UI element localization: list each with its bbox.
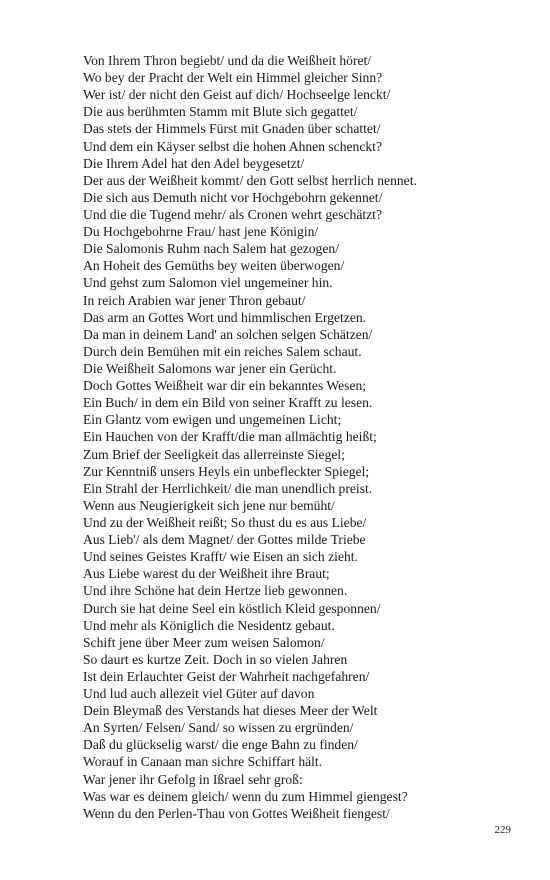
poem-line: An Syrten/ Felsen/ Sand/ so wissen zu ergründen/ (83, 720, 354, 736)
poem-line: Die Ihrem Adel hat den Adel beygesetzt/ (83, 155, 305, 171)
poem-line: Zur Kenntniß unsers Heyls ein unbefleckter Spiegel; (83, 463, 370, 479)
page-number: 229 (494, 824, 511, 836)
poem-line: Das stets der Himmels Fürst mit Gnaden über schattet/ (83, 121, 381, 137)
poem-line: Und ihre Schöne hat dein Hertze lieb gewonnen. (83, 583, 348, 599)
poem-line: Der aus der Weißheit kommt/ den Gott selbst herrlich nennet. (83, 172, 417, 188)
poem-line: Und dem ein Käyser selbst die hohen Ahnen schenckt? (83, 138, 382, 154)
poem-line: In reich Arabien war jener Thron gebaut/ (83, 292, 306, 308)
poem-line: Was war es deinem gleich/ wenn du zum Himmel giengest? (83, 788, 408, 804)
poem-line: Die Weißheit Salomons war jener ein Gerücht. (83, 360, 337, 376)
poem-line: Und gehst zum Salomon viel ungemeiner hin. (83, 275, 333, 291)
poem-line: Und seines Geistes Krafft/ wie Eisen an sich zieht. (83, 549, 358, 565)
poem-line: Wenn du den Perlen-Thau von Gottes Weißheit fiengest/ (83, 805, 390, 821)
poem-line: Wenn aus Neugierigkeit sich jene nur bemüht/ (83, 497, 335, 513)
poem-line: Zum Brief der Seeligkeit das allerreinste Siegel; (83, 446, 345, 462)
poem-line: Und die die Tugend mehr/ als Cronen wehrt geschätzt? (83, 206, 382, 222)
poem-line: An Hoheit des Gemüths bey weiten überwogen/ (83, 258, 345, 274)
poem-line: Wo bey der Pracht der Welt ein Himmel gleicher Sinn? (83, 70, 383, 86)
poem-line: Ein Glantz vom ewigen und ungemeinen Licht; (83, 412, 342, 428)
poem-line: War jener ihr Gefolg in Ißrael sehr groß: (83, 771, 303, 787)
poem-line: Und zu der Weißheit reißt; So thust du es aus Liebe/ (83, 514, 367, 530)
poem-line: Die Salomonis Ruhm nach Salem hat gezogen/ (83, 241, 339, 257)
poem-line: Die aus berühmten Stamm mit Blute sich gegattet/ (83, 104, 358, 120)
poem-line: Aus Lieb'/ als dem Magnet/ der Gottes milde Triebe (83, 532, 366, 548)
poem-line: Ein Hauchen von der Krafft/die man allmächtig heißt; (83, 429, 377, 445)
poem-line: Durch dein Bemühen mit ein reiches Salem schaut. (83, 343, 362, 359)
poem-line: Dein Bleymaß des Verstands hat dieses Meer der Welt (83, 703, 378, 719)
poem-line: Das arm an Gottes Wort und himmlischen Ergetzen. (83, 309, 367, 325)
poem-line: Ist dein Erlauchter Geist der Wahrheit nachgefahren/ (83, 668, 370, 684)
poem-line: Ein Buch/ in dem ein Bild von seiner Krafft zu lesen. (83, 395, 373, 411)
poem-line: Du Hochgebohrne Frau/ hast jene Königin/ (83, 224, 319, 240)
poem-line: Ein Strahl der Herrlichkeit/ die man unendlich preist. (83, 480, 373, 496)
poem-line: Da man in deinem Land' an solchen selgen Schätzen/ (83, 326, 373, 342)
poem-line: Daß du glückselig warst/ die enge Bahn zu finden/ (83, 737, 358, 753)
poem-line: Worauf in Canaan man sichre Schiffart hält. (83, 754, 323, 770)
poem-line: Von Ihrem Thron begiebt/ und da die Weißheit höret/ (83, 53, 372, 68)
poem-line: Schift jene über Meer zum weisen Salomon/ (83, 634, 325, 650)
poem-line: Aus Liebe warest du der Weißheit ihre Braut; (83, 566, 330, 582)
poem-line: So daurt es kurtze Zeit. Doch in so vielen Jahren (83, 651, 348, 667)
poem-line: Wer ist/ der nicht den Geist auf dich/ Hochseelge lenckt/ (83, 87, 391, 103)
poem-line: Durch sie hat deine Seel ein köstlich Kleid gesponnen/ (83, 600, 381, 616)
poem-line: Die sich aus Demuth nicht vor Hochgebohrn gekennet/ (83, 189, 383, 205)
poem-line: Doch Gottes Weißheit war dir ein bekanntes Wesen; (83, 378, 367, 394)
poem-line: Und lud auch allezeit viel Güter auf davon (83, 686, 315, 702)
poem-text (83, 52, 523, 822)
poem-line: Und mehr als Königlich die Nesidentz gebaut. (83, 617, 335, 633)
